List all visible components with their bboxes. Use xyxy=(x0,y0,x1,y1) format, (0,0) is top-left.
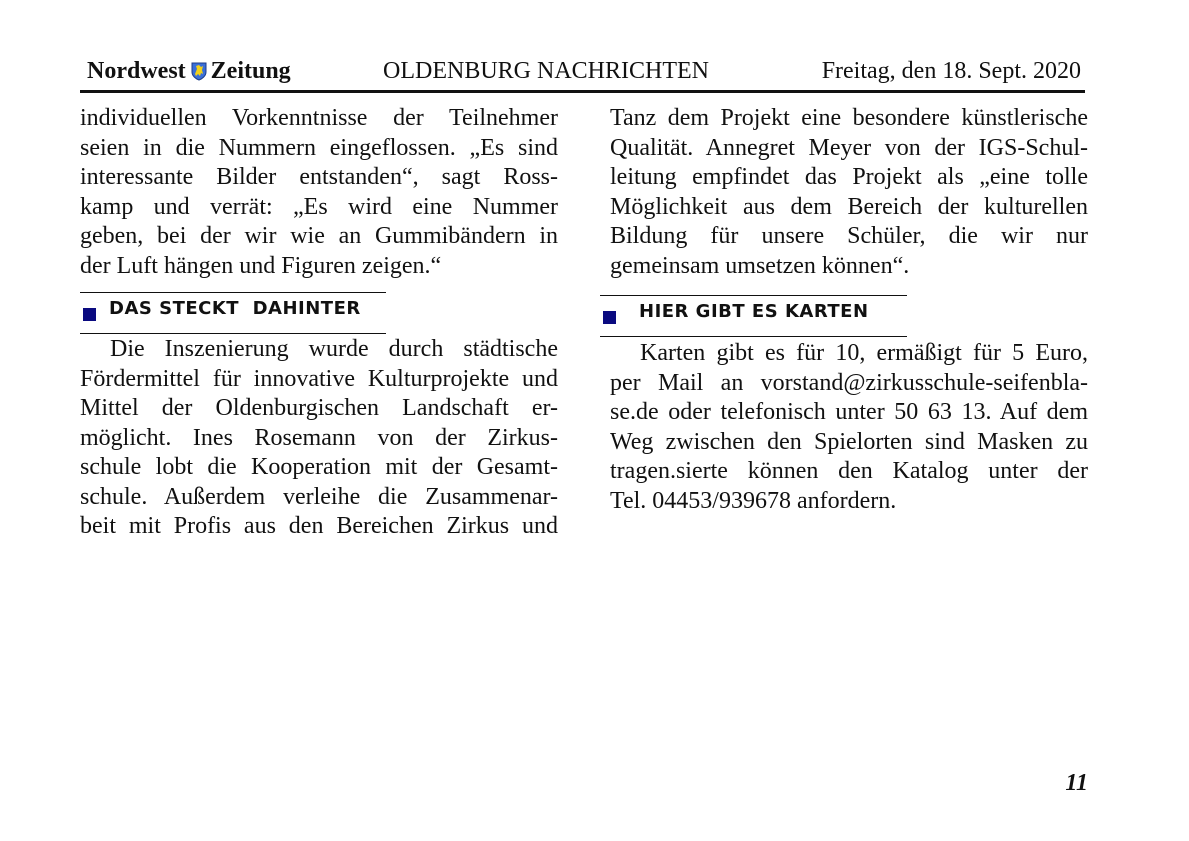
subhead-hier-gibt-es-karten xyxy=(600,295,907,337)
issue-date: Freitag, den 18. Sept. 2020 xyxy=(821,58,1081,84)
text-line: Fördermittel für innovative Kulturprojekte und xyxy=(80,365,558,392)
square-bullet-icon xyxy=(83,308,96,321)
masthead-right: Zeitung xyxy=(210,58,291,84)
masthead-left: Nordwest xyxy=(87,58,186,84)
right-column-body xyxy=(610,339,1088,516)
text-line: möglicht. Ines Rosemann von der Zirkus- xyxy=(80,424,558,451)
text-line: seien in die Nummern eingeflossen. „Es sind xyxy=(80,134,558,161)
text-line: individuellen Vorkenntnisse der Teilnehmer xyxy=(80,105,558,131)
text-line: Tel. 04453/939678 anfordern. xyxy=(610,487,897,514)
square-bullet-icon xyxy=(603,311,616,324)
masthead-logo xyxy=(87,58,291,85)
text-line: der Luft hängen und Figuren zeigen.“ xyxy=(80,252,442,279)
text-line: Die Inszenierung wurde durch städtische xyxy=(110,336,558,362)
text-line: Weg zwischen den Spielorten sind Masken zu xyxy=(610,428,1088,455)
left-column-body xyxy=(80,335,558,542)
text-line: Karten gibt es für 10, ermäßigt für 5 Euro, xyxy=(640,340,1088,366)
text-line: Möglichkeit aus dem Bereich der kulturellen xyxy=(610,193,1088,220)
subhead-label: DAS STECKT DAHINTER xyxy=(109,298,361,319)
text-line: Tanz dem Projekt eine besondere künstlerische xyxy=(610,105,1088,131)
left-column-lead xyxy=(80,104,558,281)
text-line: geben, bei der wir wie an Gummibändern in xyxy=(80,223,558,249)
text-line: Qualität. Annegret Meyer von der IGS-Schul- xyxy=(610,134,1088,161)
subhead-label: HIER GIBT ES KARTEN xyxy=(639,301,869,322)
text-line: se.de oder telefonisch unter 50 63 13. Auf dem xyxy=(610,399,1088,425)
text-line: beit mit Profis aus den Bereichen Zirkus und xyxy=(80,513,558,539)
page-number: 11 xyxy=(1065,770,1088,796)
text-line: schule. Außerdem verleihe die Zusammenar- xyxy=(80,483,558,510)
text-line: gemeinsam umsetzen können“. xyxy=(610,252,910,279)
text-line: Mittel der Oldenburgischen Landschaft er- xyxy=(80,395,558,421)
text-line: schule lobt die Kooperation mit der Gesamt- xyxy=(80,454,558,480)
right-column-lead xyxy=(610,104,1088,281)
text-line: leitung empfindet das Projekt als „eine tolle xyxy=(610,164,1088,190)
text-line: Bildung für unsere Schüler, die wir nur xyxy=(610,223,1088,249)
text-line: interessante Bilder entstanden“, sagt Ross- xyxy=(80,164,558,190)
coat-of-arms-icon xyxy=(191,62,207,81)
text-line: tragen.sierte können den Katalog unter der xyxy=(610,458,1088,484)
subhead-das-steckt-dahinter xyxy=(80,292,386,334)
page-header xyxy=(80,56,1085,93)
section-title: OLDENBURG NACHRICHTEN xyxy=(383,58,709,84)
text-line: per Mail an vorstand@zirkusschule-seifenbla- xyxy=(610,369,1088,396)
text-line: kamp und verrät: „Es wird eine Nummer xyxy=(80,193,558,220)
